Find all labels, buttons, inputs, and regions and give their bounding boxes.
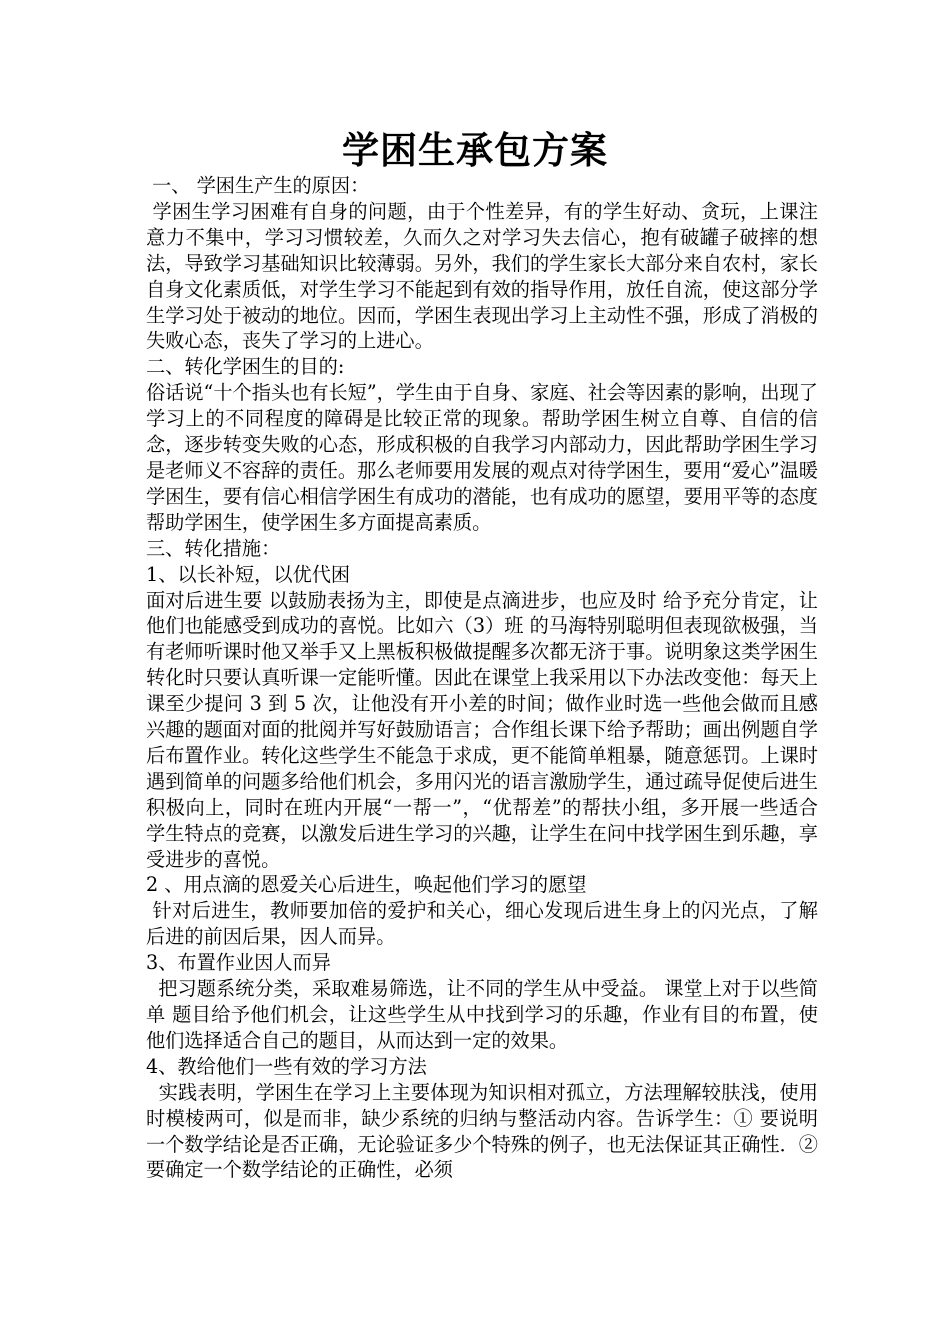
paragraph: 针对后进生，教师要加倍的爱护和关心，细心发现后进生身上的闪光点，了解后进的前因后果，因人而异。 <box>146 899 818 949</box>
document-title: 学困生承包方案 <box>342 128 608 172</box>
section-heading-3: 三、转化措施： <box>146 536 281 560</box>
subsection-heading-1: 1、以长补短，以优代困 <box>146 562 351 586</box>
section-heading-2: 二、转化学困生的目的: <box>146 355 345 379</box>
paragraph: 把习题系统分类，采取难易筛选，让不同的学生从中受益。 课堂上对于以些简单 题目给予他们机会，让这些学生从中找到学习的乐趣，作业有目的布置，使他们选择适合自己的题目，从而达到一定的效果。 <box>146 977 818 1052</box>
subsection-heading-2: 2 、用点滴的恩爱关心后进生，唤起他们学习的愿望 <box>146 873 587 897</box>
document-body <box>146 173 818 1183</box>
subsection-heading-3: 3、布置作业因人而异 <box>146 951 331 975</box>
paragraph: 面对后进生要 以鼓励表扬为主，即使是点滴进步，也应及时 给予充分肯定，让他们也能感受到成功的喜悦。比如六（3）班 的马海特别聪明但表现欲极强，当有老师听课时他又举手又上黑板积极做提醒多次都无济于事。说明象这类学困生转化时只要认真听课一定能听懂。因此在课堂上我采用以下办法改变他：每天上课至少提问 3 到 5 次，让他没有开小差的时间；做作业时选一些他会做而且感兴趣的题面对面的批阅并写好鼓励语言；合作组长课下给予帮助；画出例题自学后布置作业。转化这些学生不能急于求成，更不能简单粗暴，随意惩罚。上课时遇到简单的问题多给他们机会，多用闪光的语言激励学生，通过疏导促使后进生积极向上，同时在班内开展“一帮一”，“优帮差”的帮扶小组，多开展一些适合学生特点的竞赛，以激发后进生学习的兴趣，让学生在问中找学困生到乐趣，享受进步的喜悦。 <box>146 588 818 871</box>
section-heading-1: 一、 学困生产生的原因： <box>146 174 370 197</box>
subsection-heading-4: 4、教给他们一些有效的学习方法 <box>146 1054 427 1078</box>
paragraph: 实践表明，学困生在学习上主要体现为知识相对孤立，方法理解较肤浅，使用时模棱两可，似是而非，缺少系统的归纳与整活动内容。告诉学生：① 要说明一个数学结论是否正确，无论验证多少个特殊的例子，也无法保证其正确性．②要确定一个数学结论的正确性，必须 <box>146 1080 818 1182</box>
paragraph: 俗话说“十个指头也有长短”，学生由于自身、家庭、社会等因素的影响，出现了学习上的不同程度的障碍是比较正常的现象。帮助学困生树立自尊、自信的信念，逐步转变失败的心态，形成积极的自我学习内部动力，因此帮助学困生学习是老师义不容辞的责任。那么老师要用发展的观点对待学困生，要用“爱心”温暖学困生，要有信心相信学困生有成功的潜能，也有成功的愿望，要用平等的态度帮助学困生，使学困生多方面提高素质。 <box>146 381 818 534</box>
paragraph: 学困生学习困难有自身的问题，由于个性差异，有的学生好动、贪玩，上课注意力不集中，学习习惯较差，久而久之对学习失去信心，抱有破罐子破摔的想法，导致学习基础知识比较薄弱。另外，我们的学生家长大部分来自农村，家长自身文化素质低，对学生学习不能起到有效的指导作用，放任自流，使这部分学生学习处于被动的地位。因而，学困生表现出学习上主动性不强，形成了消极的失败心态，丧失了学习的上进心。 <box>146 199 818 353</box>
